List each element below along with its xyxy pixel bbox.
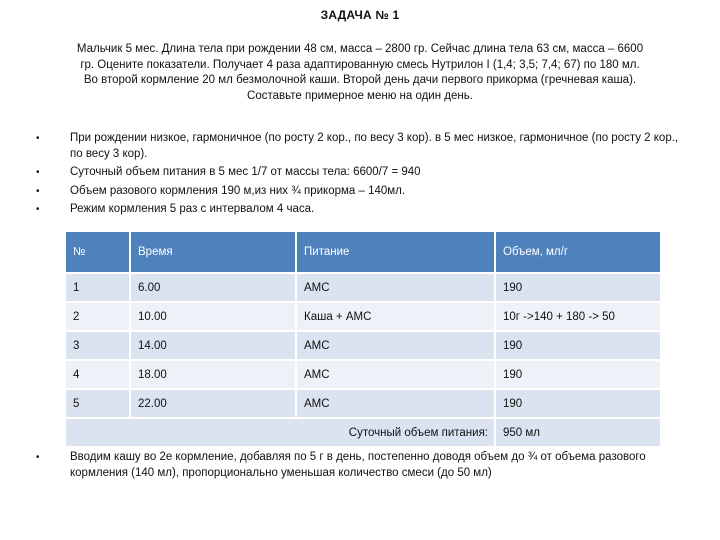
feeding-schedule-table: [66, 232, 660, 446]
cell-food: АМС: [296, 360, 495, 389]
cell-food: Каша + АМС: [296, 302, 495, 331]
table-row: [66, 389, 660, 418]
cell-volume: 190: [495, 389, 660, 418]
total-label: Суточный объем питания:: [66, 418, 495, 446]
bullet-item: [36, 165, 686, 181]
bullet-item: [36, 450, 686, 481]
bullet-item: [36, 202, 686, 218]
problem-line: Составьте примерное меню на один день.: [247, 89, 473, 102]
bullet-icon: •: [36, 167, 40, 178]
bullet-icon: •: [36, 452, 40, 463]
total-value: 950 мл: [495, 418, 660, 446]
cell-volume: 190: [495, 360, 660, 389]
table-row: [66, 360, 660, 389]
cell-time: 6.00: [130, 273, 296, 302]
bullet-text: Вводим кашу во 2е кормление, добавляя по 5 г в день, постепенно доводя объем до ¾ от объема разового кормления (140 мл), пропорционально уменьшая количество смеси (до 50 мл): [70, 451, 646, 479]
problem-line: Во второй кормление 20 мл безмолочной каши. Второй день дачи первого прикорма (гречневая каша).: [83, 74, 637, 86]
column-header-time: Время: [130, 232, 296, 273]
table-header-row: [66, 232, 660, 273]
cell-food: АМС: [296, 273, 495, 302]
bullet-icon: •: [36, 204, 40, 215]
column-header-food: Питание: [296, 232, 495, 273]
bullet-text: Объем разового кормления 190 м,из них ¾ прикорма – 140мл.: [70, 184, 406, 197]
answer-bullet-list: [36, 131, 686, 221]
column-header-number: №: [66, 232, 130, 273]
cell-food: АМС: [296, 389, 495, 418]
table-row: [66, 273, 660, 302]
cell-volume: 10г ->140 + 180 -> 50: [495, 302, 660, 331]
cell-time: 18.00: [130, 360, 296, 389]
problem-statement: [40, 42, 680, 104]
cell-time: 14.00: [130, 331, 296, 360]
table-row: [66, 331, 660, 360]
cell-number: 2: [66, 302, 130, 331]
cell-number: 1: [66, 273, 130, 302]
bullet-text: Суточный объем питания в 5 мес 1/7 от массы тела: 6600/7 = 940: [70, 166, 421, 178]
cell-volume: 190: [495, 273, 660, 302]
page-title: ЗАДАЧА № 1: [320, 8, 400, 22]
problem-line: Мальчик 5 мес. Длина тела при рождении 48 см, масса – 2800 гр. Сейчас длина тела 63 см, масса – 6600: [76, 43, 644, 55]
bullet-icon: •: [36, 185, 40, 197]
cell-volume: 190: [495, 331, 660, 360]
table-row: [66, 302, 660, 331]
bullet-text: При рождении низкое, гармоничное (по росту 2 кор., по весу 3 кор). в 5 мес низкое, гармоничное (по росту 2 кор., по весу 3 кор).: [70, 132, 679, 160]
bullet-item: [36, 131, 686, 162]
problem-line: гр. Оцените показатели. Получает 4 раза адаптированную смесь Нутрилон I (1,4; 3,5; 7,4; 67) по 180 мл.: [80, 58, 640, 71]
bullet-item: [36, 184, 686, 200]
cell-time: 22.00: [130, 389, 296, 418]
cell-food: АМС: [296, 331, 495, 360]
cell-time: 10.00: [130, 302, 296, 331]
column-header-volume: Объем, мл/г: [495, 232, 660, 273]
cell-number: 5: [66, 389, 130, 418]
table-total-row: [66, 418, 660, 446]
bullet-text: Режим кормления 5 раз с интервалом 4 часа.: [70, 203, 315, 215]
cell-number: 3: [66, 331, 130, 360]
cell-number: 4: [66, 360, 130, 389]
bullet-icon: •: [36, 133, 40, 144]
